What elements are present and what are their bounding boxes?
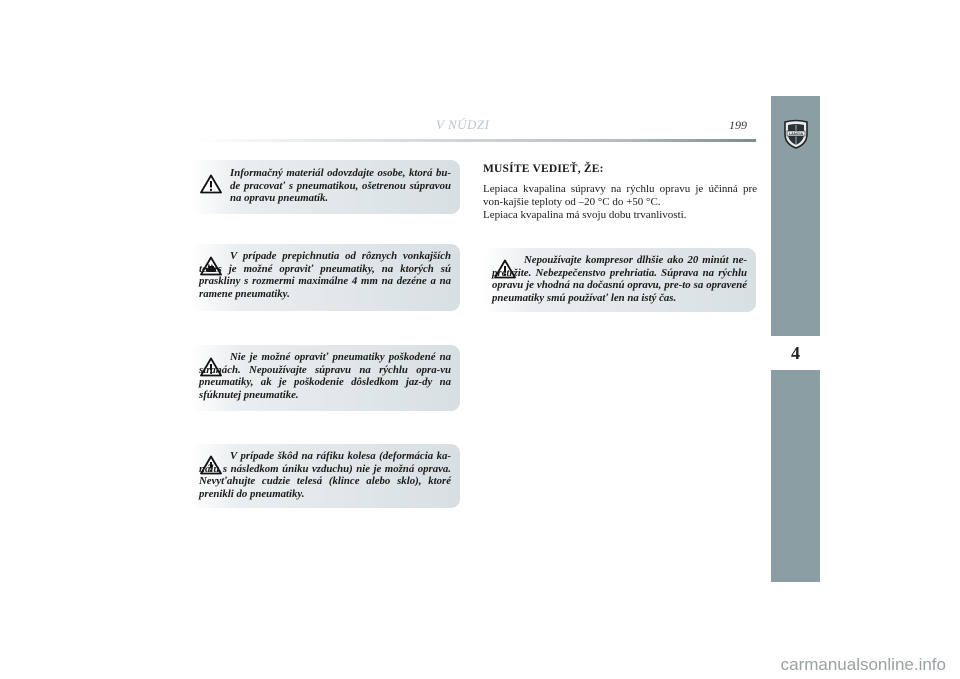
page-number: 199 (729, 118, 747, 132)
section-title: V NÚDZI (436, 117, 490, 132)
warning-triangle-icon (200, 174, 222, 194)
warning-text-2: V prípade prepichnutia od rôznych vonkajších telies je možné opraviť pneumatiky, na ktorých sú praskliny s rozmermi maximálne 4 mm na dezéne a na ramene pneumatiky. (199, 250, 451, 300)
paragraph-temperature: Lepiaca kvapalina súpravy na rýchlu opravu je účinná pre von-kajšie teploty od –20 °C do +50 °C. (483, 183, 757, 208)
logo-lettering: LANCIA (788, 132, 804, 137)
warning-box-4 (190, 444, 460, 508)
warning-box-compressor (483, 248, 756, 312)
header-rule (190, 139, 756, 142)
warning-text-4: V prípade škôd na ráfiku kolesa (deformácia ka-nálu s následkom úniku vzduchu) nie je možná oprava. Nevyťahujte cudzie telesá (klince alebo sklo), ktoré prenikli do pneumatiky. (199, 450, 451, 500)
paragraph-shelf-life: Lepiaca kvapalina má svoju dobu trvanlivosti. (483, 209, 687, 221)
warning-box-3 (190, 345, 460, 411)
chapter-number: 4 (791, 343, 800, 363)
warning-box-2 (190, 244, 460, 311)
section-heading: MUSÍTE VEDIEŤ, ŽE: (483, 163, 604, 175)
warning-text-1: Informačný materiál odovzdajte osobe, ktorá bu-de pracovať s pneumatikou, ošetrenou súpravou na opravu pneumatík. (230, 167, 451, 205)
warning-text-compressor: Nepoužívajte kompresor dlhšie ako 20 minút ne-pretržite. Nebezpečenstvo prehriatia. Súprava na rýchlu opravu je vhodná na dočasnú opravu, pre-to sa opravené pneumatiky smú používať len na istý čas. (492, 254, 747, 304)
body-text (483, 183, 757, 222)
warning-text-3: Nie je možné opraviť pneumatiky poškodené na stranách. Nepoužívajte súpravu na rýchlu opra-vu pneumatiky, ak je poškodenie dôsledkom jaz-dy na sfúknutej pneumatike. (199, 351, 451, 401)
warning-box-1 (190, 160, 460, 214)
watermark: carmanualsonline.info (780, 655, 946, 674)
lancia-logo (783, 119, 809, 149)
